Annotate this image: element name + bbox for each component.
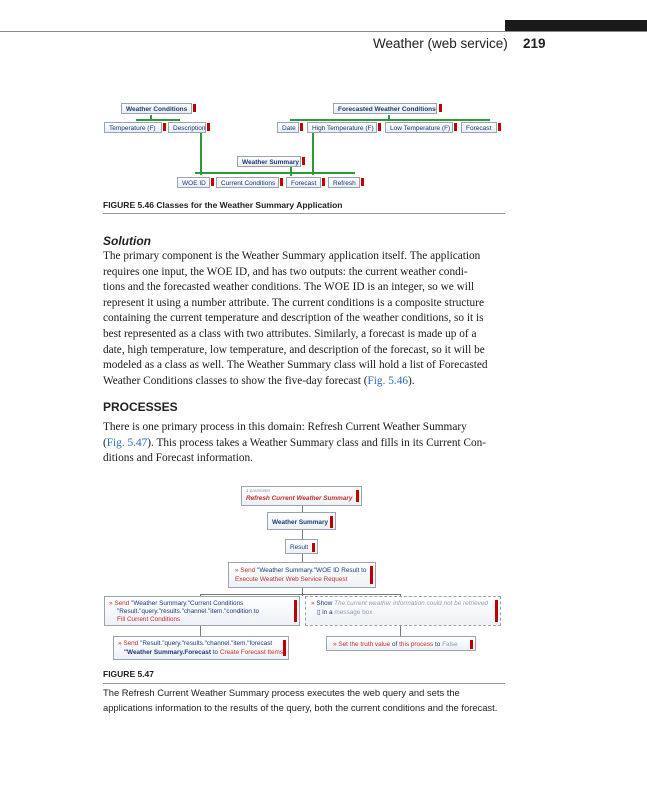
figure-5-46-caption: FIGURE 5.46 Classes for the Weather Summary Application <box>103 200 343 210</box>
step-send-current-conditions: » Send "Weather Summary."Current Conditions "Result."query."results."channel."item."condition to Fill Current Conditions <box>104 596 300 626</box>
attr-forecast: Forecast <box>461 122 497 133</box>
running-title: Weather (web service) <box>373 36 508 51</box>
attr-description: Description <box>168 122 206 133</box>
process-refresh-current-weather-summary: 1 parameter Refresh Current Weather Summary <box>241 486 362 506</box>
weather-conditions-marker <box>193 104 196 112</box>
fig-5-46-link[interactable]: Fig. 5.46 <box>367 374 408 387</box>
result-node: Result <box>285 539 318 554</box>
figure-5-47-caption: FIGURE 5.47 <box>103 669 155 679</box>
attr-woe-id: WOE ID <box>177 177 210 188</box>
header-bar <box>505 20 647 31</box>
step-send-forecast: » Send "Result."query."results."channel."item."forecast "Weather Summary.Forecast to Create Forecast Items <box>113 636 289 660</box>
fig-5-47-link[interactable]: Fig. 5.47 <box>106 436 148 449</box>
attr-forecast-summary: Forecast <box>286 177 321 188</box>
attr-temperature: Temperature (F) <box>104 122 162 133</box>
attr-date: Date <box>277 122 299 133</box>
class-weather-conditions: Weather Conditions <box>121 103 192 114</box>
processes-paragraph: There is one primary process in this domain: Refresh Current Weather Summary (Fig. 5.47). This process takes a Weather Summary class and fills in its Current Con- ditions and Forecast information. <box>103 421 487 465</box>
attr-current-conditions: Current Conditions <box>216 177 279 188</box>
attr-low-temperature: Low Temperature (F) <box>385 122 453 133</box>
page-number: 219 <box>523 36 546 51</box>
solution-heading: Solution <box>103 234 151 248</box>
class-forecasted-weather-conditions: Forecasted Weather Conditions <box>333 103 437 114</box>
attr-high-temperature: High Temperature (F) <box>307 122 377 133</box>
caption-rule-2 <box>103 683 505 684</box>
processes-heading: PROCESSES <box>103 400 178 414</box>
attr-refresh: Refresh <box>328 177 360 188</box>
forecasted-marker <box>439 104 442 112</box>
header-rule <box>0 31 647 32</box>
class-weather-summary: Weather Summary <box>237 156 301 167</box>
step-show-message: » Show The current weather information could not be retrieved ▯ in a message box <box>305 596 501 626</box>
figure-5-47-description: The Refresh Current Weather Summary process executes the web query and sets the applications information to the results of the query, both the current conditions and the forecast. <box>103 687 498 713</box>
solution-paragraph: The primary component is the Weather Summary application itself. The application requires one input, the WOE ID, and has two outputs: the current weather condi- tions and the forecasted weather conditions. The WOE ID is an integer, so we will represent it using a number attribute. The current conditions is a composite structure containing the current temperature and description of the weather conditions, so it is best represented as a class with two attributes. Similarly, a forecast is made up of a date, high temperature, low temperature, and description of the forecast, so it will be modeled as a class as well. The Weather Summary class will hold a list of Forecasted Weather Conditions classes to show the five-day forecast (Fig. 5.46). <box>103 250 488 387</box>
step-set-truth-value: » Set the truth value of this process to False <box>326 636 476 651</box>
step-send-woe-id: » Send "Weather Summary."WOE ID Result to Execute Weather Web Service Request <box>228 562 376 588</box>
caption-rule <box>103 213 505 214</box>
input-weather-summary: Weather Summary <box>267 512 336 530</box>
